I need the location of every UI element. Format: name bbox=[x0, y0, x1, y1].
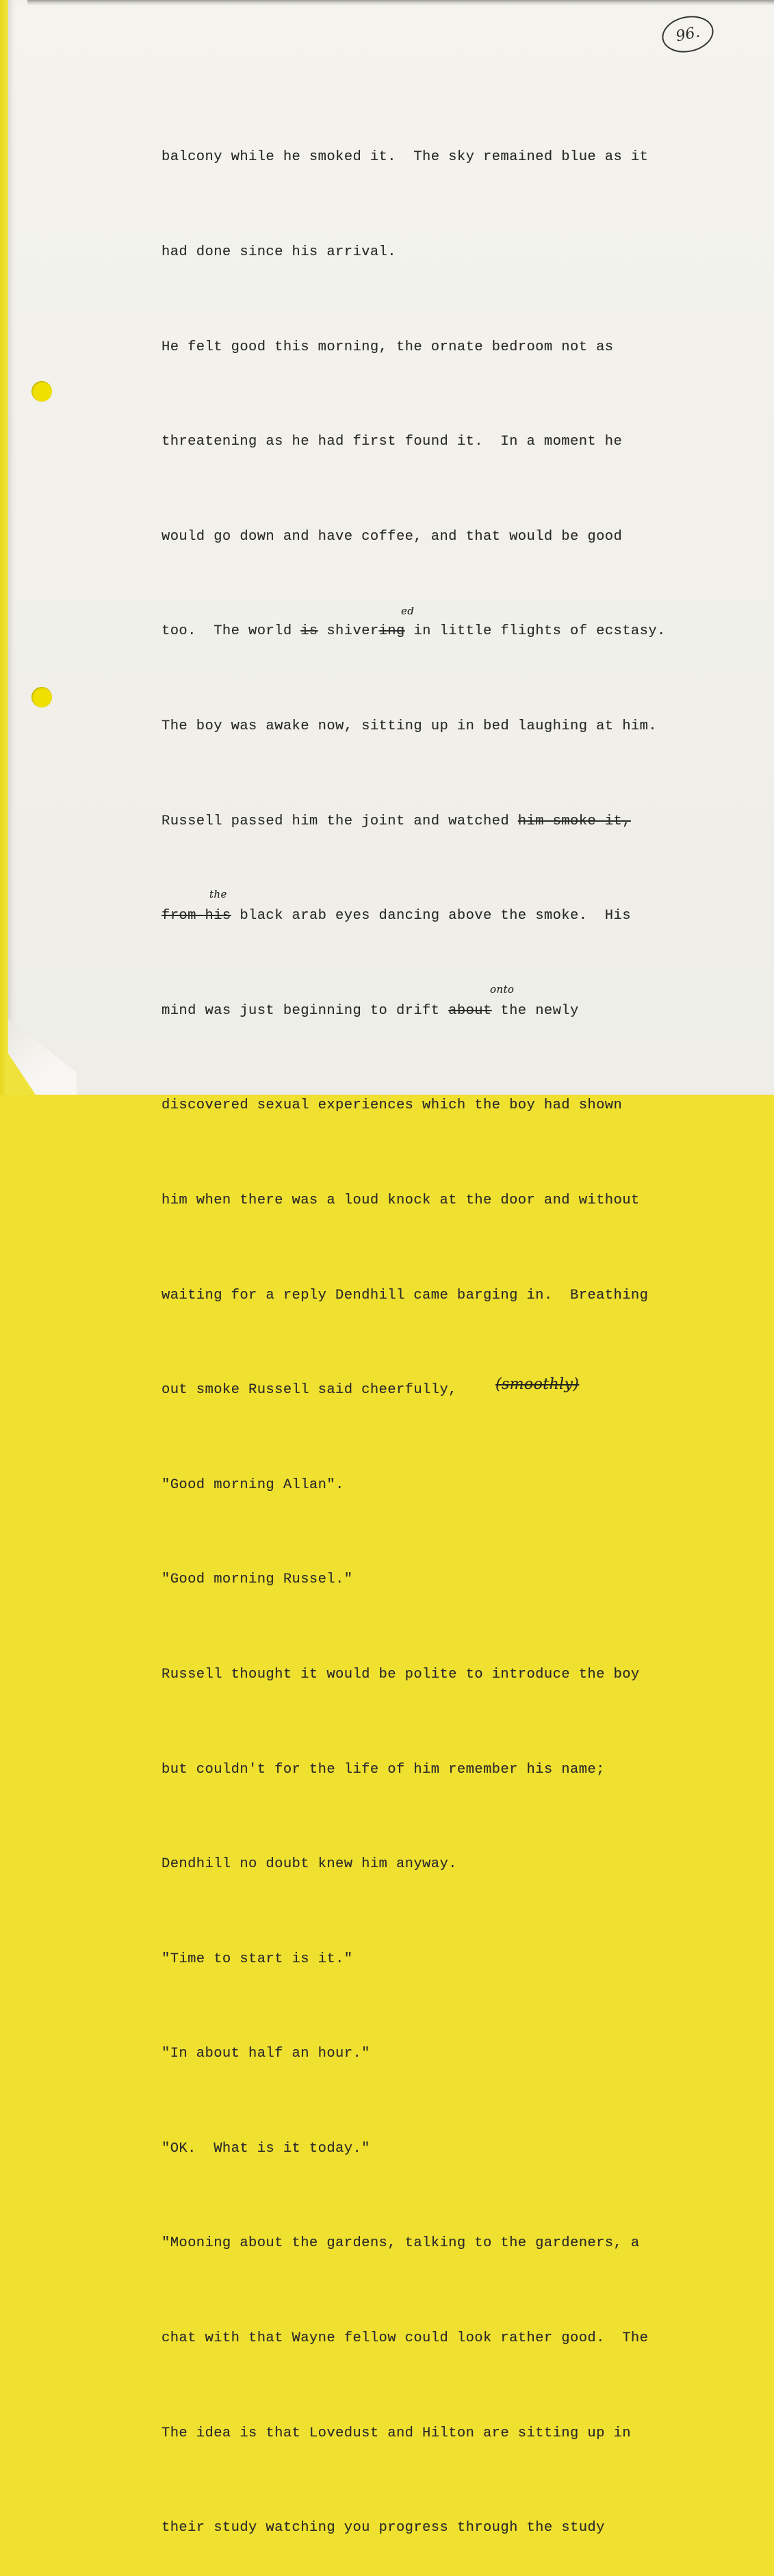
text-line: The boy was awake now, sitting up in bed laughing at him. bbox=[162, 718, 658, 734]
text-line: He felt good this morning, the ornate bedroom not as bbox=[162, 339, 614, 355]
text-line-edited bbox=[162, 605, 750, 647]
text-line-edited bbox=[162, 1375, 750, 1406]
handwritten-insert: ed bbox=[401, 605, 415, 618]
struck-phrase: from his bbox=[162, 908, 231, 924]
text-line: Russell thought it would be polite to introduce the boy bbox=[162, 1666, 640, 1682]
struck-suffix: ing bbox=[378, 623, 405, 640]
text-segment: black arab eyes dancing above the smoke. His bbox=[231, 908, 631, 924]
text-line: "Mooning about the gardens, talking to the gardeners, a bbox=[162, 2235, 640, 2252]
struck-phrase: him smoke it, bbox=[517, 813, 631, 829]
text-line: discovered sexual experiences which the boy had shown bbox=[162, 1097, 623, 1114]
text-line: "Good morning Allan". bbox=[162, 1476, 344, 1493]
text-line: chat with that Wayne fellow could look rather good. The bbox=[162, 2330, 649, 2347]
text-segment: the newly bbox=[491, 1002, 579, 1019]
text-line: The idea is that Lovedust and Hilton are sitting up in bbox=[162, 2425, 631, 2441]
text-line: but couldn't for the life of him remember his name; bbox=[162, 1761, 605, 1778]
text-line-edited bbox=[162, 888, 750, 932]
text-line-edited bbox=[162, 983, 750, 1027]
struck-word: about bbox=[448, 1002, 492, 1019]
struck-word: is bbox=[300, 623, 318, 640]
text-segment: in little flights of ecstasy. bbox=[404, 623, 666, 640]
text-line: Dendhill no doubt knew him anyway. bbox=[162, 1856, 457, 1873]
text-line: balcony while he smoked it. The sky remained blue as it bbox=[162, 149, 649, 166]
page-top-edge bbox=[27, 0, 774, 5]
text-segment: Russell passed him the joint and watched bbox=[162, 813, 518, 829]
text-segment: shiver bbox=[318, 623, 379, 640]
text-line: "In about half an hour." bbox=[162, 2046, 370, 2062]
punch-hole-lower bbox=[31, 687, 52, 707]
text-line: "Time to start is it." bbox=[162, 1951, 353, 1967]
text-line: "Good morning Russel." bbox=[162, 1572, 353, 1588]
text-segment: too. The world bbox=[162, 623, 301, 640]
text-line: "OK. What is it today." bbox=[162, 2140, 370, 2157]
text-segment: mind was just beginning to drift bbox=[162, 1002, 449, 1019]
text-line: him when there was a loud knock at the door and without bbox=[162, 1192, 640, 1208]
text-line: would go down and have coffee, and that would be good bbox=[162, 528, 623, 545]
manuscript-body bbox=[162, 79, 750, 2576]
punch-hole-upper bbox=[31, 381, 52, 402]
text-line: waiting for a reply Dendhill came barging in. Breathing bbox=[162, 1287, 649, 1303]
text-line-edited bbox=[162, 806, 750, 837]
handwritten-scribble: (smoothly) bbox=[495, 1376, 580, 1394]
text-line: their study watching you progress through the study bbox=[162, 2520, 605, 2536]
handwritten-insert: onto bbox=[490, 983, 515, 996]
text-segment: out smoke Russell said cheerfully, bbox=[162, 1382, 466, 1398]
text-line: threatening as he had first found it. In a moment he bbox=[162, 434, 623, 450]
text-line: had done since his arrival. bbox=[162, 244, 396, 260]
page-number: 96. bbox=[658, 12, 717, 57]
handwritten-insert: the bbox=[209, 888, 227, 901]
